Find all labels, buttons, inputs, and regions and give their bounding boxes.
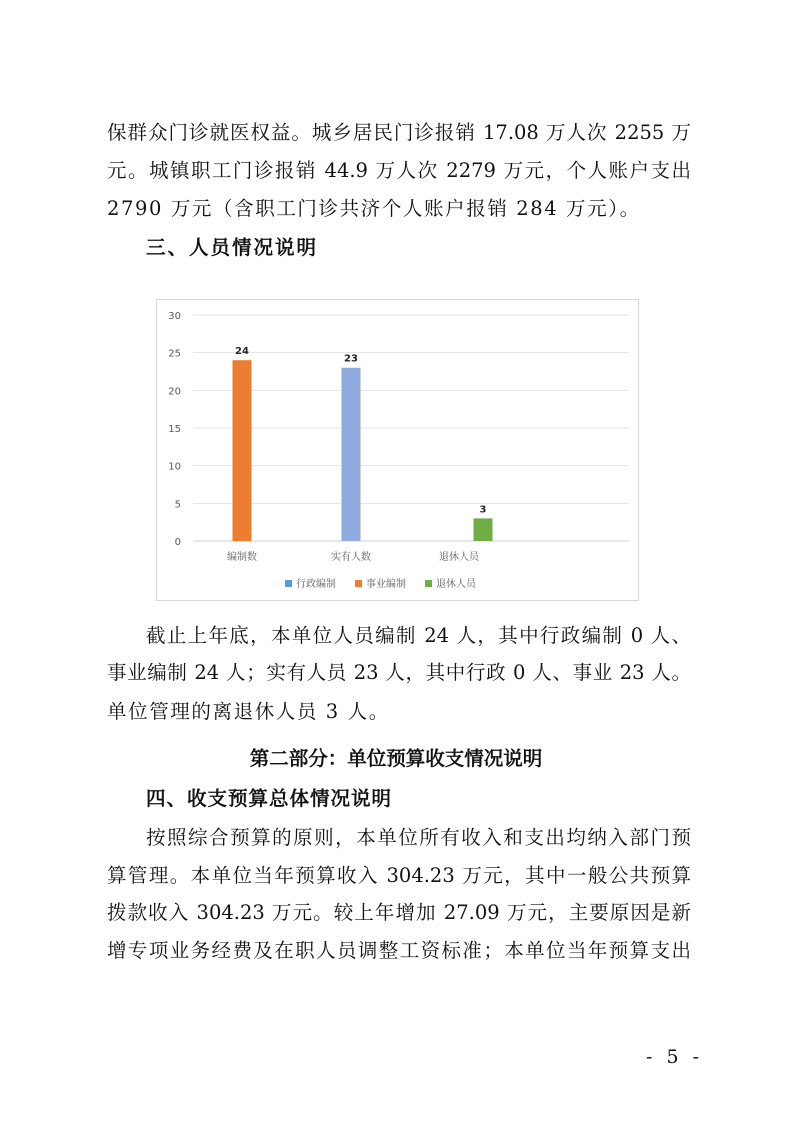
legend-label: 行政编制 <box>296 579 336 590</box>
y-tick-label: 20 <box>168 386 181 398</box>
chart-canvas <box>157 300 638 600</box>
legend-swatch <box>425 580 432 587</box>
y-tick-label: 10 <box>168 461 181 473</box>
legend-swatch <box>355 580 362 587</box>
data-label: 24 <box>235 346 249 358</box>
bar-退休人员 <box>474 518 493 541</box>
paragraph-line: 2790 万元（含职工门诊共济个人账户报销 284 万元）。 <box>107 197 641 220</box>
data-label: 3 <box>479 504 487 516</box>
bar-事业编制 <box>233 360 252 541</box>
legend-swatch <box>285 580 292 587</box>
paragraph-line: 截止上年底，本单位人员编制 24 人，其中行政编制 0 人、 <box>146 624 691 647</box>
y-tick-label: 15 <box>168 424 181 435</box>
y-tick-label: 25 <box>168 348 181 360</box>
paragraph-line: 算管理。本单位当年预算收入 304.23 万元，其中一般公共预算 <box>107 864 691 887</box>
legend-label: 事业编制 <box>366 579 406 590</box>
staff-bar-chart <box>156 299 639 601</box>
paragraph-line: 事业编制 24 人；实有人员 23 人，其中行政 0 人、事业 23 人。 <box>107 661 691 684</box>
paragraph-line: 单位管理的离退休人员 3 人。 <box>107 700 390 723</box>
data-label: 23 <box>344 353 358 365</box>
section-heading: 四、收支预算总体情况说明 <box>146 787 393 810</box>
x-tick-label: 实有人数 <box>331 552 371 563</box>
legend-label: 退休人员 <box>436 579 476 590</box>
x-tick-label: 退休人员 <box>439 552 479 563</box>
y-tick-label: 5 <box>174 499 181 511</box>
bar-行政编制 <box>342 368 361 541</box>
paragraph-line: 增专项业务经费及在职人员调整工资标准；本单位当年预算支出 <box>107 939 691 962</box>
part-title: 第二部分：单位预算收支情况说明 <box>249 747 543 770</box>
paragraph-line: 拨款收入 304.23 万元。较上年增加 27.09 万元，主要原因是新 <box>107 901 691 924</box>
y-tick-label: 0 <box>174 537 181 548</box>
paragraph-line: 元。城镇职工门诊报销 44.9 万人次 2279 万元，个人账户支出 <box>107 159 691 182</box>
page-number: - 5 - <box>646 1046 704 1068</box>
paragraph-line: 按照综合预算的原则，本单位所有收入和支出均纳入部门预 <box>146 826 691 849</box>
y-tick-label: 30 <box>168 311 181 322</box>
x-tick-label: 编制数 <box>227 552 257 563</box>
section-heading: 三、人员情况说明 <box>146 236 319 259</box>
paragraph-line: 保群众门诊就医权益。城乡居民门诊报销 17.08 万人次 2255 万 <box>107 121 691 144</box>
